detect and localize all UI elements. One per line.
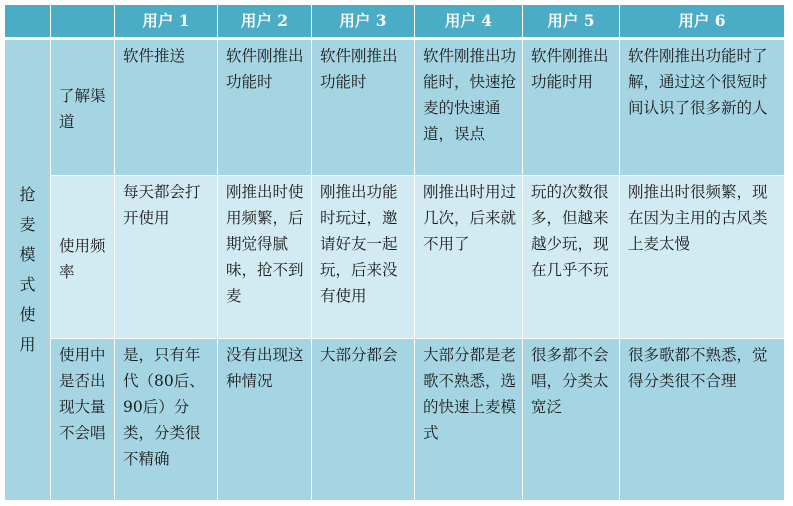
table-row (5, 39, 785, 176)
header-user-1: 用户 1 (115, 5, 218, 39)
table-cell: 大部分都会 (312, 339, 415, 501)
table-cell: 是，只有年代（80后、90后）分类，分类很不精确 (115, 339, 218, 501)
header-row (5, 5, 785, 39)
table-cell: 刚推出时使用频繁，后期觉得腻味，抢不到麦 (218, 176, 312, 339)
user-research-table (4, 4, 785, 501)
table-cell: 软件推送 (115, 39, 218, 176)
header-user-2: 用户 2 (218, 5, 312, 39)
header-corner-2 (51, 5, 115, 39)
row-label-frequency: 使用频率 (51, 176, 115, 339)
table-row (5, 176, 785, 339)
table-cell: 软件刚推出功能时 (218, 39, 312, 176)
row-label-unknown-songs: 使用中是否出现大量不会唱 (51, 339, 115, 501)
table-cell: 软件刚推出功能时用 (523, 39, 620, 176)
table-cell: 玩的次数很多，但越来越少玩，现在几乎不玩 (523, 176, 620, 339)
table-cell: 很多歌都不熟悉，觉得分类很不合理 (620, 339, 785, 501)
table-row (5, 339, 785, 501)
table-cell: 每天都会打开使用 (115, 176, 218, 339)
row-label-channel: 了解渠道 (51, 39, 115, 176)
table-cell: 刚推出时用过几次，后来就不用了 (415, 176, 523, 339)
header-corner (5, 5, 51, 39)
header-user-4: 用户 4 (415, 5, 523, 39)
table-cell: 大部分都是老歌不熟悉，选的快速上麦模式 (415, 339, 523, 501)
table-cell: 软件刚推出功能时了解，通过这个很短时间认识了很多新的人 (620, 39, 785, 176)
header-user-3: 用户 3 (312, 5, 415, 39)
table-cell: 软件刚推出功能时，快速抢麦的快速通道，误点 (415, 39, 523, 176)
table-cell: 没有出现这种情况 (218, 339, 312, 501)
category-label: 抢麦模式使用 (19, 185, 36, 354)
table-cell: 软件刚推出功能时 (312, 39, 415, 176)
header-user-5: 用户 5 (523, 5, 620, 39)
header-user-6: 用户 6 (620, 5, 785, 39)
table-cell: 很多都不会唱，分类太宽泛 (523, 339, 620, 501)
table-cell: 刚推出时很频繁，现在因为主用的古风类上麦太慢 (620, 176, 785, 339)
category-cell (5, 39, 51, 501)
table-cell: 刚推出功能时玩过，邀请好友一起玩，后来没有使用 (312, 176, 415, 339)
